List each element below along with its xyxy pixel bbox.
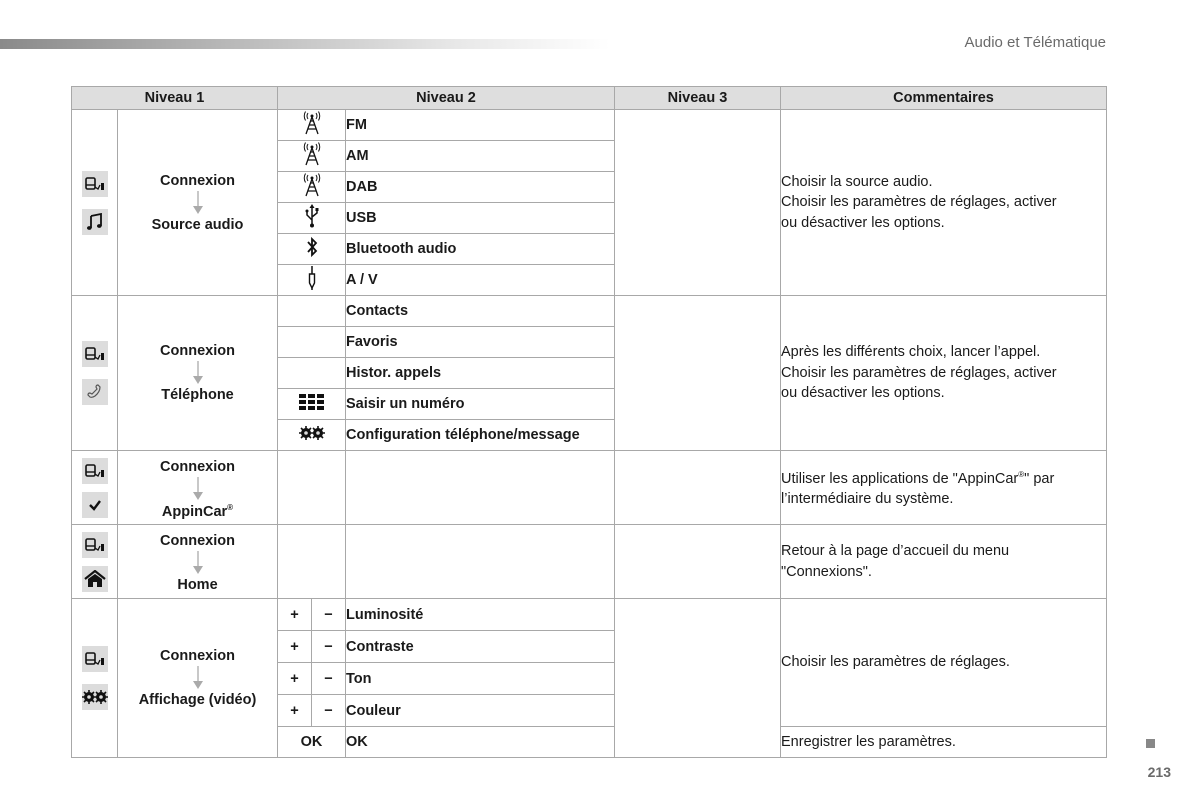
plus-icon: + (278, 695, 312, 726)
option-ton: Ton (346, 663, 615, 695)
col-header-niveau3: Niveau 3 (615, 87, 781, 110)
ok-icon: OK (278, 727, 346, 758)
gears-icon (278, 420, 346, 451)
comment-line: Après les différents choix, lancer l’appel. (781, 344, 1041, 361)
arrow-down-icon (192, 666, 204, 690)
arrow-down-icon (192, 477, 204, 501)
comment-appincar (781, 451, 1107, 525)
table-row (72, 525, 1107, 599)
comment-audio (781, 110, 1107, 296)
comment-line: Choisir la source audio. (781, 173, 933, 190)
plus-minus-cell (278, 599, 346, 631)
level1-label-appincar (118, 503, 277, 520)
appincar-level1-cell (118, 451, 278, 525)
page-marker (1146, 739, 1155, 748)
phone-icons-cell (72, 296, 118, 451)
option-bluetooth-audio: Bluetooth audio (346, 234, 615, 265)
phone-level1-cell (118, 296, 278, 451)
audio-level1-cell (118, 110, 278, 296)
minus-icon: − (324, 670, 333, 687)
connexion-icon (82, 341, 108, 367)
header-gradient-bar (0, 39, 610, 49)
connexion-icon (82, 532, 108, 558)
option-usb: USB (346, 203, 615, 234)
option-icon-empty-cell (278, 525, 346, 599)
option-configuration: Configuration téléphone/message (346, 420, 615, 451)
option-empty-cell (346, 525, 615, 599)
audio-jack-icon (278, 265, 346, 296)
table-row (72, 110, 1107, 141)
plus-minus-cell (278, 631, 346, 663)
option-icon-empty-cell (278, 358, 346, 389)
plus-icon: + (278, 631, 312, 662)
home-icon (82, 566, 108, 592)
connexion-label: Connexion (160, 343, 235, 359)
antenna-icon (278, 110, 346, 141)
audio-icons-cell (72, 110, 118, 296)
table-header-row (72, 87, 1107, 110)
connexion-icon (82, 458, 108, 484)
option-icon-empty-cell (278, 296, 346, 327)
connexion-icon (82, 646, 108, 672)
option-luminosite: Luminosité (346, 599, 615, 631)
table-row (72, 296, 1107, 327)
option-contacts: Contacts (346, 296, 615, 327)
option-saisir-numero: Saisir un numéro (346, 389, 615, 420)
option-am: AM (346, 141, 615, 172)
connexion-label: Connexion (160, 533, 235, 549)
phone-icon (82, 379, 108, 405)
display-level1-cell (118, 599, 278, 758)
minus-icon: − (324, 606, 333, 623)
plus-minus-cell (278, 695, 346, 727)
connexion-label: Connexion (160, 172, 235, 189)
usb-icon (278, 203, 346, 234)
niveau3-empty-cell (615, 451, 781, 525)
comment-home (781, 525, 1107, 599)
niveau3-empty-cell (615, 296, 781, 451)
option-icon-empty-cell (278, 451, 346, 525)
comment-ok: Enregistrer les paramètres. (781, 727, 1107, 758)
level1-label-display: Affichage (vidéo) (138, 692, 257, 708)
keypad-icon (278, 389, 346, 420)
arrow-down-icon (192, 551, 204, 575)
plus-icon: + (278, 663, 312, 694)
comment-line: Utiliser les applications de "AppinCar®" par (781, 470, 1055, 487)
check-icon (82, 492, 108, 518)
section-title: Audio et Télématique (964, 34, 1106, 51)
home-icons-cell (72, 525, 118, 599)
comment-line: Choisir les paramètres de réglages, activer (781, 364, 1057, 381)
comment-phone (781, 296, 1107, 451)
table-row (72, 599, 1107, 631)
option-empty-cell (346, 451, 615, 525)
niveau3-empty-cell (615, 599, 781, 758)
connexion-label: Connexion (160, 648, 235, 664)
comment-line: l’intermédiaire du système. (781, 491, 954, 508)
option-contraste: Contraste (346, 631, 615, 663)
display-icons-cell (72, 599, 118, 758)
col-header-niveau1: Niveau 1 (72, 87, 278, 110)
gears-icon (82, 684, 108, 710)
level1-label-phone: Téléphone (161, 387, 234, 403)
option-icon-empty-cell (278, 327, 346, 358)
plus-minus-cell (278, 663, 346, 695)
appincar-text: AppinCar (161, 503, 228, 520)
comment-line: "Connexions". (781, 563, 872, 580)
comment-line: ou désactiver les options. (781, 214, 945, 231)
antenna-icon (278, 172, 346, 203)
plus-icon: + (278, 599, 312, 630)
niveau3-empty-cell (615, 525, 781, 599)
option-couleur: Couleur (346, 695, 615, 727)
appincar-icons-cell (72, 451, 118, 525)
arrow-down-icon (192, 361, 204, 385)
page-number: 213 (1147, 764, 1171, 780)
bluetooth-icon (278, 234, 346, 265)
comment-line: ou désactiver les options. (781, 385, 945, 402)
connexion-icon (82, 171, 108, 197)
level1-label-audio: Source audio (151, 216, 244, 233)
minus-icon: − (324, 638, 333, 655)
option-dab: DAB (346, 172, 615, 203)
option-ok: OK (346, 727, 615, 758)
comment-line: Retour à la page d’accueil du menu (781, 543, 1010, 559)
music-note-icon (82, 209, 108, 235)
registered-mark: ® (227, 503, 234, 512)
comment-line: Choisir les paramètres de réglages, activer (781, 194, 1057, 211)
arrow-down-icon (192, 191, 204, 215)
comment-display: Choisir les paramètres de réglages. (781, 599, 1107, 727)
level1-label-home: Home (177, 577, 218, 593)
home-level1-cell (118, 525, 278, 599)
minus-icon: − (324, 702, 333, 719)
table-row (72, 451, 1107, 525)
niveau3-empty-cell (615, 110, 781, 296)
option-av: A / V (346, 265, 615, 296)
option-fm: FM (346, 110, 615, 141)
antenna-icon (278, 141, 346, 172)
option-histor-appels: Histor. appels (346, 358, 615, 389)
col-header-commentaires: Commentaires (781, 87, 1107, 110)
connexion-label: Connexion (160, 459, 235, 475)
col-header-niveau2: Niveau 2 (278, 87, 615, 110)
menu-table (71, 86, 1107, 758)
option-favoris: Favoris (346, 327, 615, 358)
